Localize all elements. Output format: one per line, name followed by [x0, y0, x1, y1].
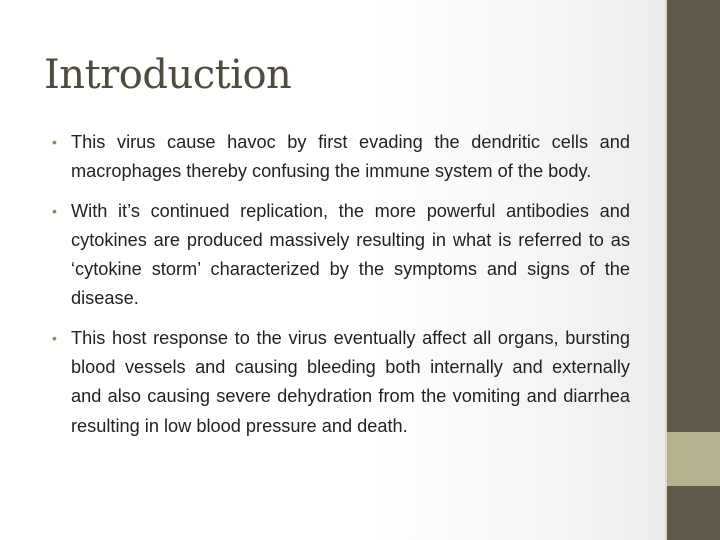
bullet-item: [52, 197, 630, 314]
bullet-list: [52, 128, 630, 451]
bullet-marker-icon: •: [52, 134, 57, 150]
bullet-marker-icon: •: [52, 202, 57, 219]
bullet-text: With it’s continued replication, the more powerful antibodies and cytokines are produced massively resulting in what is referred to as ‘cytokine storm’ characterized by the symptoms and signs of the disease.: [71, 200, 630, 309]
sidebar-accent-block: [667, 432, 720, 486]
bullet-text: This host response to the virus eventually affect all organs, bursting blood vessels and causing bleeding both internally and externally and also causing severe dehydration from the vomiting and diarrhea resulting in low blood pressure and death.: [71, 327, 630, 436]
slide-title: Introduction: [44, 52, 292, 98]
bullet-item: [52, 128, 630, 187]
bullet-text: This virus cause havoc by first evading the dendritic cells and macrophages thereby confusing the immune system of the body.: [71, 132, 630, 182]
bullet-marker-icon: •: [52, 329, 57, 346]
bullet-item: [52, 324, 630, 441]
